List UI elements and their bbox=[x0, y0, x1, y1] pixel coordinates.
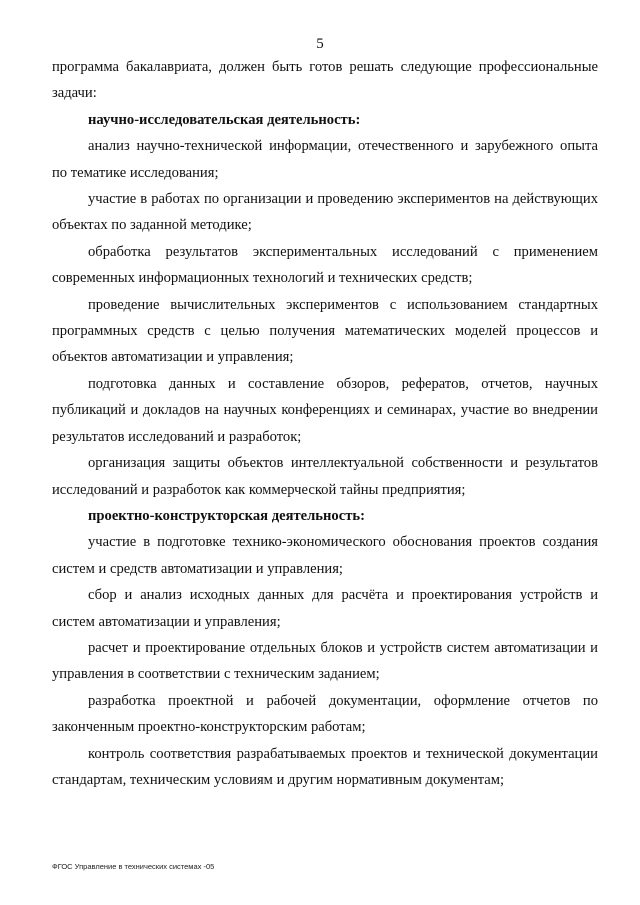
list-item: обработка результатов экспериментальных исследований с применением современных информационных технологий и технических средств; bbox=[52, 243, 598, 287]
section-heading-research: научно-исследовательская деятельность: bbox=[88, 111, 361, 128]
list-item: участие в работах по организации и проведению экспериментов на действующих объектах по заданной методике; bbox=[52, 191, 598, 234]
list-item: контроль соответствия разрабатываемых проектов и технической документации стандартам, техническим условиям и другим нормативным документам; bbox=[52, 745, 598, 788]
list-item: подготовка данных и составление обзоров, рефератов, отчетов, научных публикаций и докладов на научных конференциях и семинарах, участие во внедрении результатов исследований и разработок; bbox=[52, 375, 598, 445]
list-item: участие в подготовке технико-экономического обоснования проектов создания систем и средств автоматизации и управления; bbox=[52, 534, 598, 577]
list-item: анализ научно-технической информации, отечественного и зарубежного опыта по тематике исследования; bbox=[52, 138, 598, 181]
list-item: проведение вычислительных экспериментов с использованием стандартных программных средств с целью получения математических моделей процессов и объектов автоматизации и управления; bbox=[52, 296, 598, 366]
page-number: 5 bbox=[316, 36, 324, 52]
list-item: расчет и проектирование отдельных блоков и устройств систем автоматизации и управления в соответствии с техническим заданием; bbox=[52, 639, 598, 683]
paragraph-intro: программа бакалавриата, должен быть готов решать следующие профессиональные задачи: bbox=[52, 59, 598, 102]
list-item: сбор и анализ исходных данных для расчёта и проектирования устройств и систем автоматизации и управления; bbox=[52, 587, 598, 630]
footer-note: ФГОС Управление в технических системах -05 bbox=[52, 862, 215, 871]
section-heading-design: проектно-конструкторская деятельность: bbox=[88, 507, 365, 524]
list-item: организация защиты объектов интеллектуальной собственности и результатов исследований и разработок как коммерческой тайны предприятия; bbox=[52, 455, 598, 498]
body-text bbox=[52, 54, 598, 793]
list-item: разработка проектной и рабочей документации, оформление отчетов по законченным проектно-конструкторским работам; bbox=[52, 692, 598, 736]
